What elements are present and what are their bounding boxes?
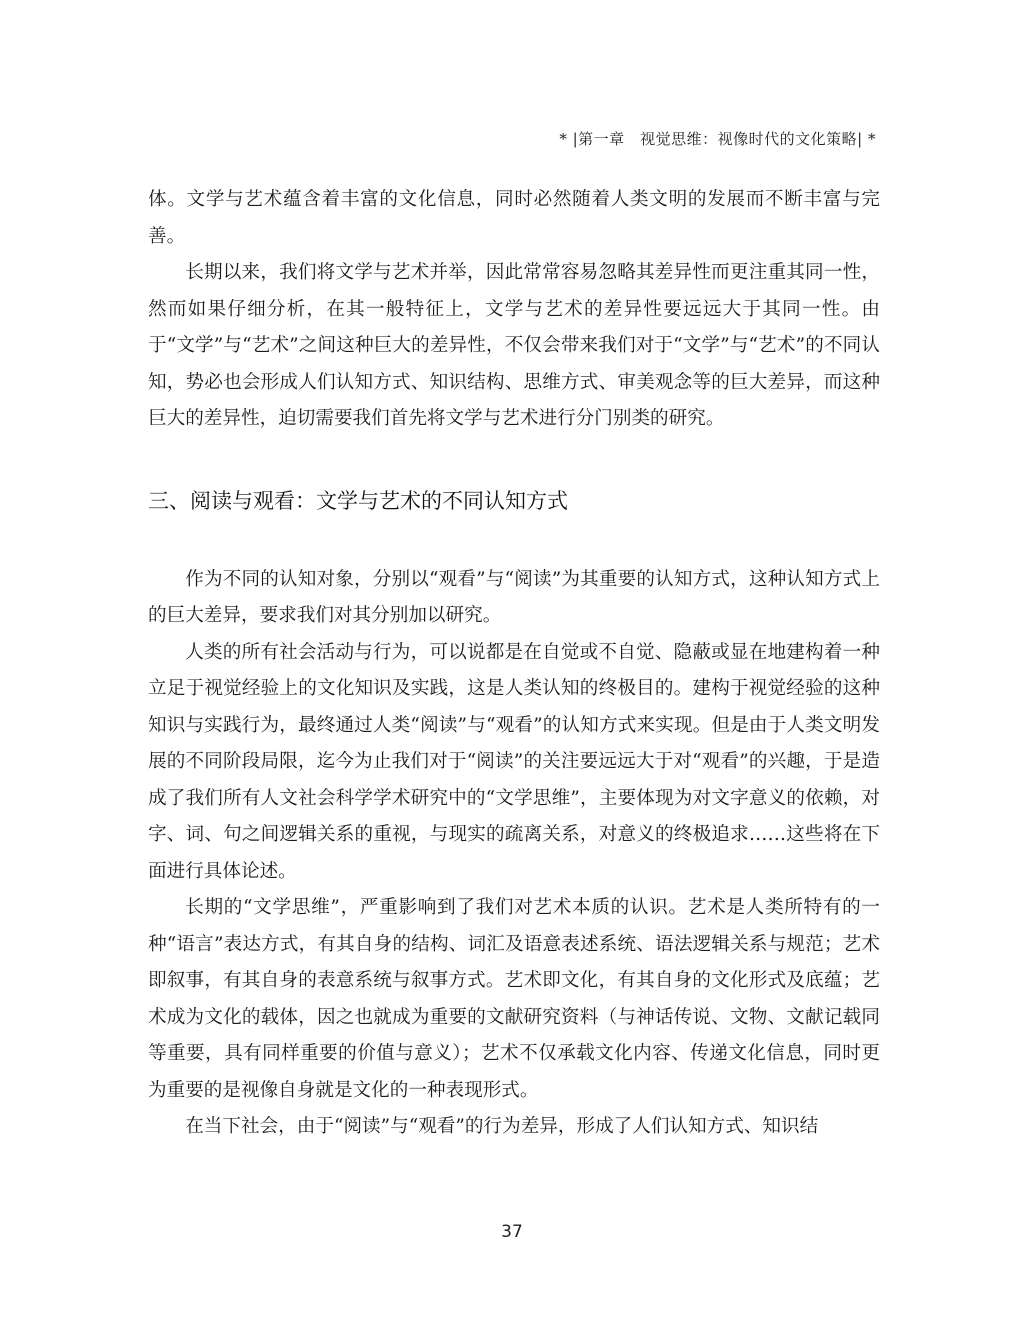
body-paragraph: 体。文学与艺术蕴含着丰富的文化信息，同时必然随着人类文明的发展而不断丰富与完善。 (148, 189, 880, 247)
body-paragraph: 长期的“文学思维”，严重影响到了我们对艺术本质的认识。艺术是人类所特有的一种“语言”表达方式，有其自身的结构、词汇及语意表述系统、语法逻辑关系与规范；艺术即叙事，有其自身的表意系统与叙事方式。艺术即文化，有其自身的文化形式及底蕴；艺术成为文化的载体，因之也就成为重要的文献研究资料（与神话传说、文物、文献记载同等重要，具有同样重要的价值与意义）；艺术不仅承载文化内容、传递文化信息，同时更为重要的是视像自身就是文化的一种表现形式。 (148, 897, 880, 1101)
running-header: * |第一章 视觉思维：视像时代的文化策略| * (559, 130, 876, 148)
page-number: 37 (501, 1222, 523, 1242)
body-paragraph: 人类的所有社会活动与行为，可以说都是在自觉或不自觉、隐蔽或显在地建构着一种立足于视觉经验上的文化知识及实践，这是人类认知的终极目的。建构于视觉经验的这种知识与实践行为，最终通过人类“阅读”与“观看”的认知方式来实现。但是由于人类文明发展的不同阶段局限，迄今为止我们对于“阅读”的关注要远远大于对“观看”的兴趣，于是造成了我们所有人文社会科学学术研究中的“文学思维”，主要体现为对文字意义的依赖，对字、词、句之间逻辑关系的重视，与现实的疏离关系，对意义的终极追求……这些将在下面进行具体论述。 (148, 641, 880, 882)
body-paragraph: 作为不同的认知对象，分别以“观看”与“阅读”为其重要的认知方式，这种认知方式上的巨大差异，要求我们对其分别加以研究。 (148, 568, 880, 626)
page-body (148, 182, 880, 1146)
section-heading: 三、阅读与观看：文学与艺术的不同认知方式 (148, 488, 568, 513)
body-paragraph: 长期以来，我们将文学与艺术并举，因此常常容易忽略其差异性而更注重其同一性，然而如果仔细分析，在其一般特征上，文学与艺术的差异性要远远大于其同一性。由于“文学”与“艺术”之间这种巨大的差异性，不仅会带来我们对于“文学”与“艺术”的不同认知，势必也会形成人们认知方式、知识结构、思维方式、审美观念等的巨大差异，而这种巨大的差异性，迫切需要我们首先将文学与艺术进行分门别类的研究。 (148, 262, 880, 429)
body-paragraph: 在当下社会，由于“阅读”与“观看”的行为差异，形成了人们认知方式、知识结 (185, 1116, 819, 1137)
